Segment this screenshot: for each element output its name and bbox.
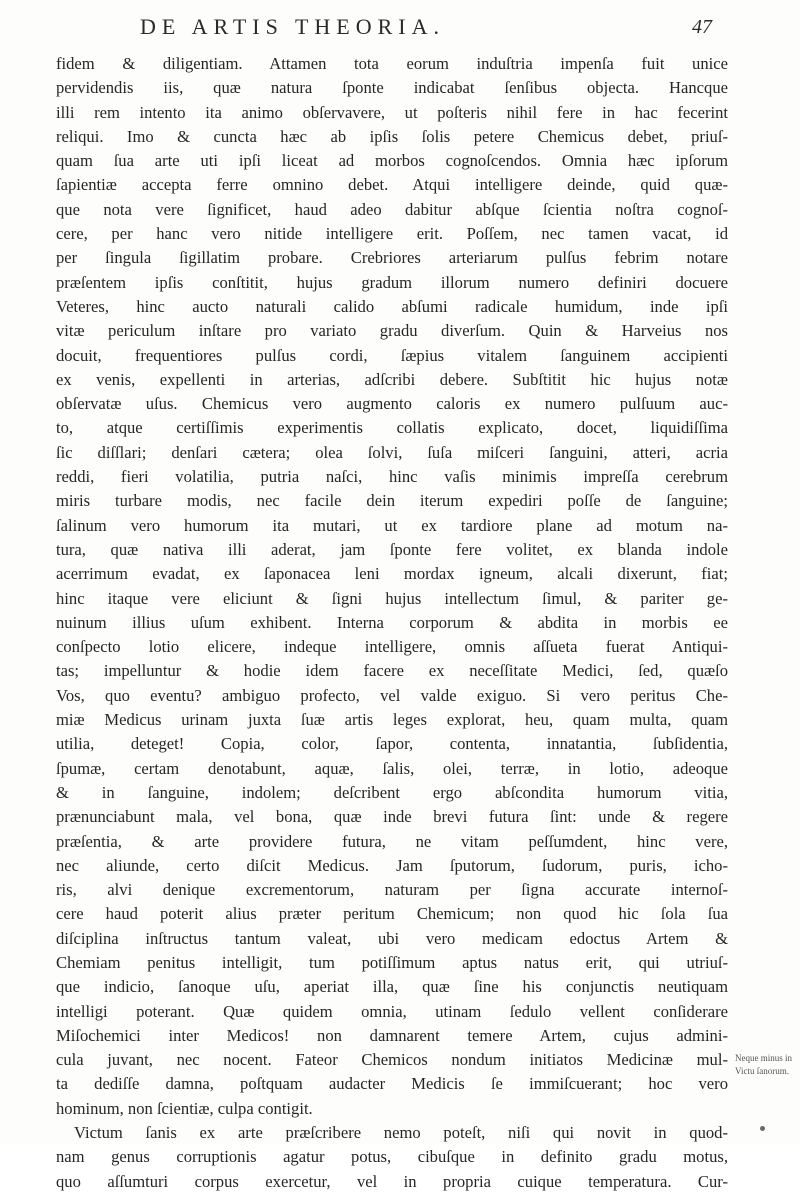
text-line: fidem & diligentiam. Attamen tota eorum induſtria impenſa fuit unice <box>56 54 728 73</box>
text-line: reliqui. Imo & cuncta hæc ab ipſis ſolis petere Chemicus debet, priuſ- <box>56 126 728 146</box>
text-line: miris turbare modis, nec facile dein iterum expediri poſſe de ſanguine; <box>56 491 728 511</box>
text-line: que indicio, ſanoque uſu, aperiat illa, quæ ſine his conjunctis neutiquam <box>56 977 728 997</box>
text-line: tas; impelluntur & hodie idem facere ex neceſſitate Medici, ſed, quæſo <box>56 661 728 681</box>
text-line: diſciplina inſtructus tantum valeat, ubi vero medicam edoctus Artem & <box>56 928 728 948</box>
running-title: DE ARTIS THEORIA. <box>140 14 445 39</box>
text-line: Vos, quo eventu? ambiguo profecto, vel valde exiguo. Si vero peritus Che- <box>56 685 728 705</box>
text-line: vitæ periculum inſtare pro variato gradu diverſum. Quin & Harveius nos <box>56 321 728 341</box>
text-line: præſentia, & arte providere futura, ne vitam peſſumdent, hinc vere, <box>56 831 728 851</box>
text-line: reddi, fieri volatilia, putria naſci, hinc vaſis minimis impreſſa cerebrum <box>56 467 728 487</box>
text-line: ris, alvi denique excrementorum, naturam per ſigna accurate internoſ- <box>56 880 728 900</box>
text-line: quo aſſumturi corpus exercetur, vel in propria cuique temperatura. Cur- <box>56 1171 728 1191</box>
text-line: illi rem intento ita animo obſervavere, ut poſteris nihil fere in hac fecerint <box>56 102 728 122</box>
text-line: nam genus corruptionis agatur potus, cibuſque in definito gradu motus, <box>56 1147 728 1167</box>
text-line: pervidendis iis, quæ natura ſponte indicabat ſenſibus objecta. Hancque <box>56 78 728 98</box>
text-line: Miſochemici inter Medicos! non damnarent temere Artem, cujus admini- <box>56 1025 728 1045</box>
page-number: 47 <box>692 16 712 38</box>
text-line: ſpumæ, certam denotabunt, aquæ, ſalis, olei, terræ, in lotio, adeoque <box>56 758 728 778</box>
text-line: nec aliunde, certo diſcit Medicus. Jam ſputorum, ſudorum, puris, icho- <box>56 855 728 875</box>
text-line: & in ſanguine, indolem; deſcribent ergo abſcondita humorum vitia, <box>56 782 728 802</box>
text-line: tura, quæ nativa illi aderat, jam ſponte fere volitet, ex blanda indole <box>56 539 728 559</box>
text-line: quam ſua arte uti ipſi liceat ad morbos cognoſcendos. Omnia hæc ipſorum <box>56 151 728 171</box>
text-line: to, atque certiſſimis experimentis collatis explicato, docet, liquidiſſima <box>56 418 728 438</box>
text-line: conſpecto lotio elicere, indeque intelligere, omnis aſſueta fuerat Antiqui- <box>56 637 728 657</box>
text-line: hinc itaque vere eliciunt & ſigni hujus intellectum ſimul, & pariter ge- <box>56 588 728 608</box>
text-line: ſalinum vero humorum ita mutari, ut ex tardiore plane ad motum na- <box>56 515 728 535</box>
text-line: intelligi poterant. Quæ quidem omnia, utinam ſedulo vellent conſiderare <box>56 1001 728 1021</box>
text-line: ta dediſſe damna, poſtquam audacter Medicis ſe immiſcuerant; hoc vero <box>56 1074 728 1094</box>
margin-note-line: Victu ſanorum. <box>735 1066 789 1076</box>
text-line: per ſingula ſigillatim probare. Crebriores arteriarum pulſus febrim notare <box>56 248 728 268</box>
text-line: ex venis, expellenti in arterias, adſcribi debere. Subſtitit hic hujus notæ <box>56 369 728 389</box>
text-line: Victum ſanis ex arte præſcribere nemo poteſt, niſi qui novit in quod- <box>74 1123 728 1143</box>
text-line: miæ Medicus urinam juxta ſuæ artis leges explorat, heu, quam multa, quam <box>56 710 728 730</box>
text-line: Chemiam penitus intelligit, tum potiſſimum aptus natus erit, qui utriuſ- <box>56 952 728 972</box>
margin-note-line: Neque minus in <box>735 1053 792 1063</box>
text-line: acerrimum evadat, ex ſaponacea leni mordax igneum, alcali dixerunt, fiat; <box>56 564 728 584</box>
text-line: nuinum illius uſum exhibent. Interna corporum & abdita in morbis ee <box>56 612 728 632</box>
margin-note <box>735 1052 799 1078</box>
text-line: ſapientiæ accepta ferre omnino debet. Atqui intelligere deinde, quid quæ- <box>56 175 728 195</box>
text-line: ſic diſſlari; denſari cætera; olea ſolvi, ſuſa miſceri ſanguini, atteri, acria <box>56 442 728 462</box>
text-line: Veteres, hinc aucto naturali calido abſumi radicale humidum, inde ipſi <box>56 296 728 316</box>
text-line: que nota vere ſignificet, haud adeo dabitur abſque ſcientia noſtra cognoſ- <box>56 199 728 219</box>
text-line: docuit, frequentiores pulſus cordi, ſæpius vitalem ſanguinem accipienti <box>56 345 728 365</box>
text-line: cula juvant, nec nocent. Fateor Chemicos nondum initiatos Medicinæ mul- <box>56 1050 728 1070</box>
text-line: utilia, deteget! Copia, color, ſapor, contenta, innatantia, ſubſidentia, <box>56 734 728 754</box>
text-line: cere, per hanc vero nitide intelligere erit. Poſſem, nec tamen vacat, id <box>56 224 728 244</box>
text-line: hominum, non ſcientiæ, culpa contigit. <box>56 1098 313 1118</box>
text-line: cere haud poterit alius præter peritum Chemicum; non quod hic ſola ſua <box>56 904 728 924</box>
text-line: prænunciabunt mala, vel bona, quæ inde brevi futura ſint: unde & regere <box>56 807 728 827</box>
body-text <box>56 52 728 1194</box>
text-line: obſervatæ uſus. Chemicus vero augmento caloris ex numero pulſuum auc- <box>56 394 728 414</box>
text-line: præſentem ipſis conſtitit, hujus gradum illorum numero definiri docuere <box>56 272 728 292</box>
ink-speck <box>760 1126 765 1131</box>
